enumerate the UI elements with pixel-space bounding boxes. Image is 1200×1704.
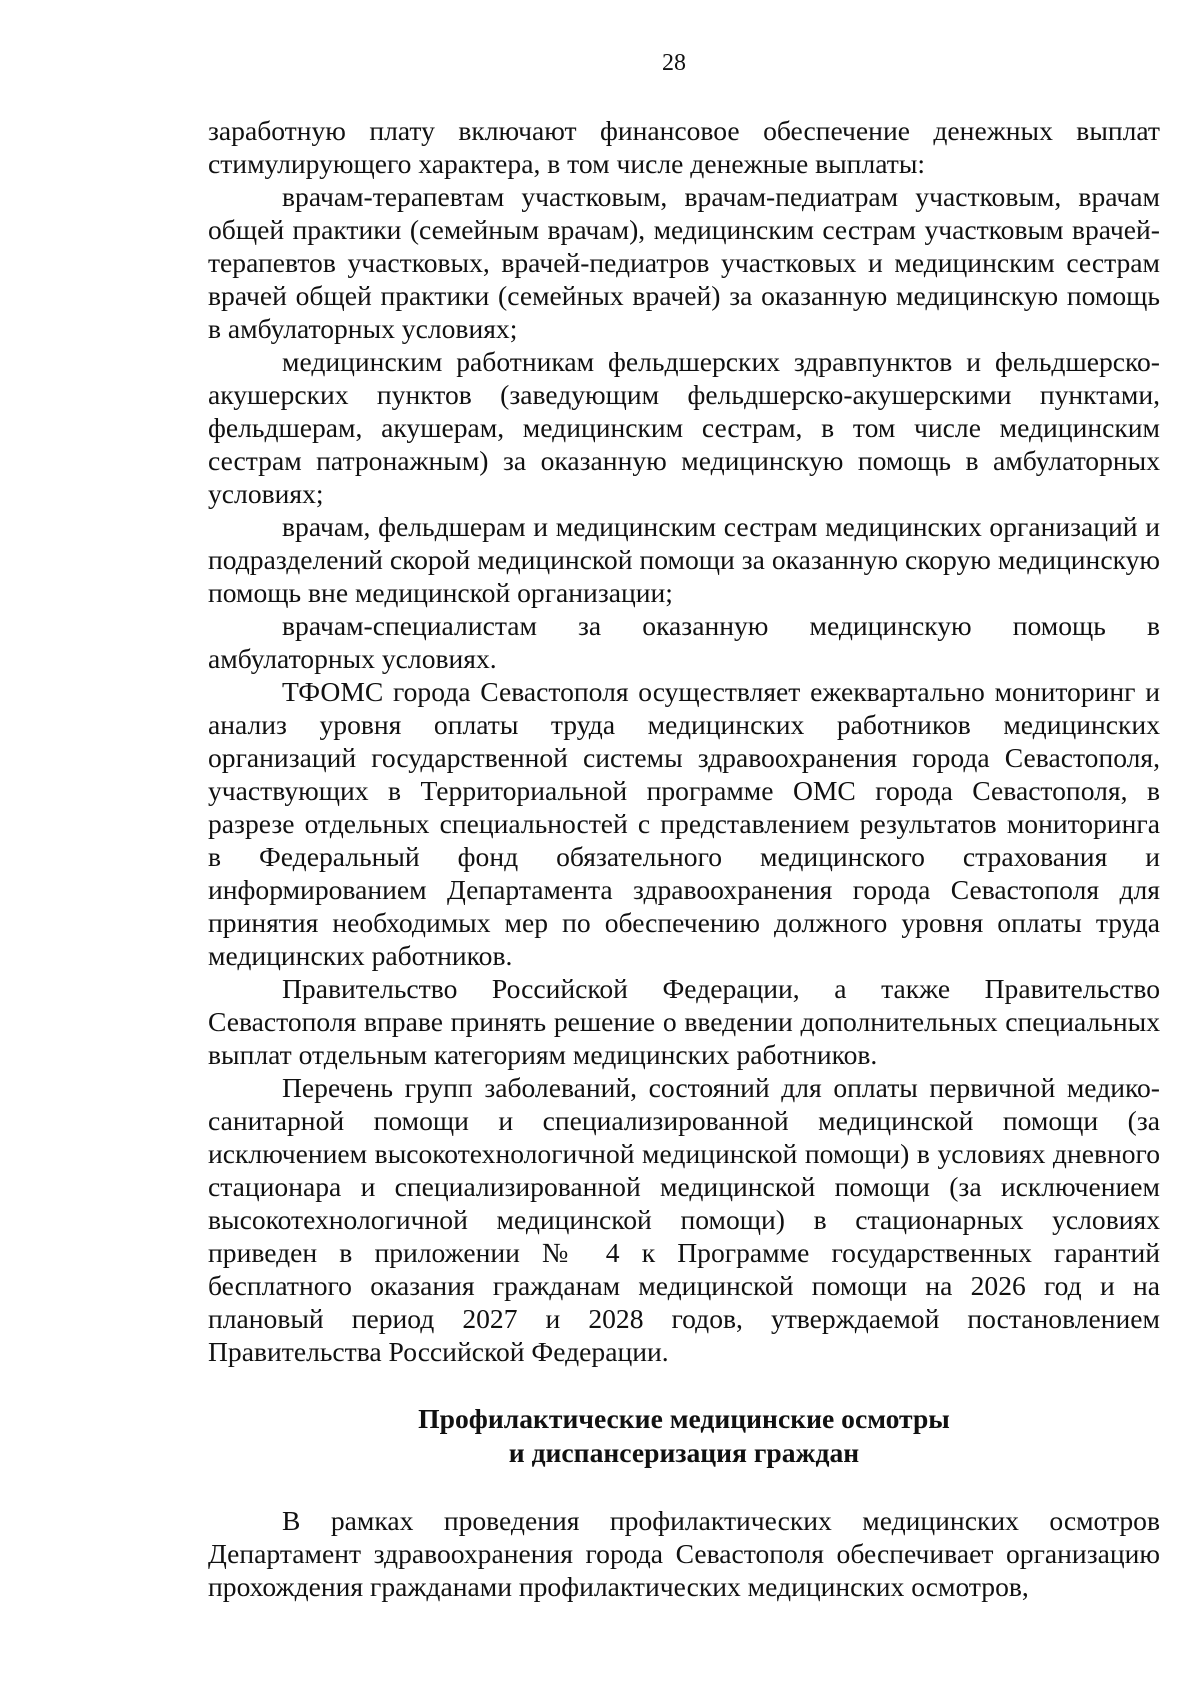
paragraph-disease-groups: Перечень групп заболеваний, состояний для оплаты первичной медико-санитарной помощи и специализированной медицинской помощи (за исключением высокотехнологичной медицинской помощи) в условиях дневного стационара и специализированной медицинской помощи (за исключением высокотехнологичной медицинской помощи) в стационарных условиях приведен в приложении № 4 к Программе государственных гарантий бесплатного оказания гражданам медицинской помощи на 2026 год и на плановый период 2027 и 2028 годов, утверждаемой постановлением Правительства Российской Федерации. [208,1072,1160,1367]
document-body [208,114,1160,1603]
page-number: 28 [662,50,686,76]
paragraph-government-payments: Правительство Российской Федерации, а также Правительство Севастополя вправе принять решение о введении дополнительных специальных выплат отдельным категориям медицинских работников. [208,973,1160,1070]
paragraph-feldsher-points: медицинским работникам фельдшерских здравпунктов и фельдшерско-акушерских пунктов (заведующим фельдшерско-акушерскими пунктами, фельдшерам, акушерам, медицинским сестрам, в том числе медицинским сестрам патронажным) за оказанную медицинскую помощь в амбулаторных условиях; [208,346,1160,509]
section-heading-line1: Профилактические медицинские осмотры [418,1403,950,1434]
paragraph-district-doctors: врачам-терапевтам участковым, врачам-педиатрам участковым, врачам общей практики (семейным врачам), медицинским сестрам участковым врачей-терапевтов участковых, врачей-педиатров участковых и медицинским сестрам врачей общей практики (семейных врачей) за оказанную медицинскую помощь в амбулаторных условиях; [208,181,1160,344]
paragraph-specialists: врачам-специалистам за оказанную медицинскую помощь в амбулаторных условиях. [208,610,1160,674]
paragraph-tfoms-monitoring: ТФОМС города Севастополя осуществляет ежеквартально мониторинг и анализ уровня оплаты труда медицинских работников медицинских организаций государственной системы здравоохранения города Севастополя, участвующих в Территориальной программе ОМС города Севастополя, в разрезе отдельных специальностей с представлением результатов мониторинга в Федеральный фонд обязательного медицинского страхования и информированием Департамента здравоохранения города Севастополя для принятия необходимых мер по обеспечению должного уровня оплаты труда медицинских работников. [208,676,1160,971]
paragraph-preventive-exams: В рамках проведения профилактических медицинских осмотров Департамент здравоохранения города Севастополя обеспечивает организацию прохождения гражданами профилактических медицинских осмотров, [208,1505,1160,1602]
section-heading [208,1402,1160,1470]
paragraph-emergency-care: врачам, фельдшерам и медицинским сестрам медицинских организаций и подразделений скорой медицинской помощи за оказанную скорую медицинскую помощь вне медицинской организации; [208,511,1160,608]
section-heading-line2: и диспансеризация граждан [508,1437,860,1468]
paragraph-salary-intro: заработную плату включают финансовое обеспечение денежных выплат стимулирующего характера, в том числе денежные выплаты: [208,115,1160,179]
